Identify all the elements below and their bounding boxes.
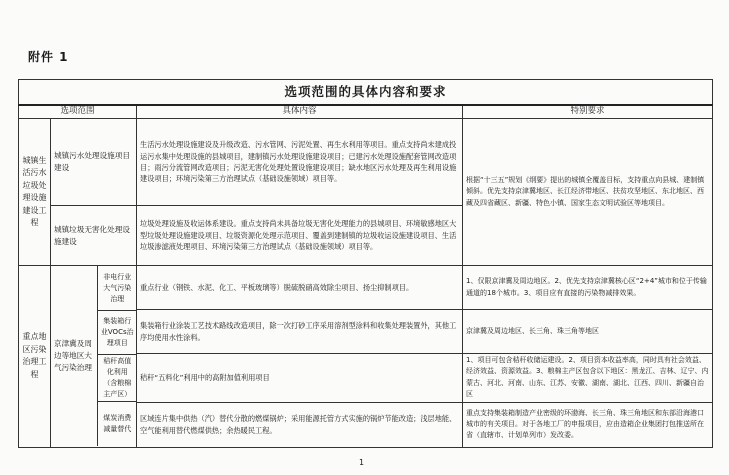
page-number: 1 [359, 458, 365, 467]
subcategory-garbage-treatment: 城镇垃圾无害化处理设施建设 [51, 206, 137, 266]
header-scope: 选项范围 [19, 105, 137, 119]
content-garbage-treatment: 垃圾处理设施及收运体系建设。重点支持尚未具备垃圾无害化处理能力的县城项目、环境敏感地区大型垃圾处理设施建设项目、垃圾资源化处理示范项目、覆盖到建制镇的垃圾收运设施建设项目、生活垃圾渗滤液处理项目、环境污染第三方治理试点（基础设施领域）项目等。 [137, 206, 463, 266]
requirement-container-vocs: 京津冀及周边地区、长三角、珠三角等地区 [463, 310, 713, 354]
item-non-power: 非电行业大气污染治理 [97, 266, 137, 310]
table-row [19, 119, 713, 206]
content-straw: 秸秆“五料化”利用中的高附加值利用项目 [137, 354, 463, 403]
header-content: 具体内容 [137, 105, 463, 119]
table-title: 选项范围的具体内容和要求 [19, 80, 713, 106]
requirement-group1: 根据“十三五”规划《纲要》提出的城镇全覆盖目标，支持重点向县城、建制镇倾斜。优先支持京津冀地区、长江经济带地区、扶贫攻坚地区、东北地区、西藏及四省藏区、新疆、特色小镇、国家生态文明试验区等地项目。 [463, 119, 713, 266]
requirement-coal: 重点支持集装箱制造产业密级的环渤海、长三角、珠三角地区和东部沿海港口城市的有关项目。对于各地工厂的申报项目，应由造箱企业集团打包推送所在省（直辖市、计划单列市）发改委。 [463, 402, 713, 447]
requirement-straw: 1、项目可包含秸秆收储运建设。2、项目资本收益率高，同时具有社会效益、经济效益、资源效益。3、粮棉主产区包含以下地区：黑龙江、吉林、辽宁、内蒙古、河北、河南、山东、江苏、安徽、湖南、湖北、江西、四川、新疆自治区 [463, 354, 713, 403]
subcategory-sewage-treatment: 城镇污水处理设施项目建设 [51, 119, 137, 206]
item-coal: 煤炭消费减量替代 [103, 414, 132, 434]
item-container-vocs: 集装箱行业VOCs治理项目 [97, 310, 137, 354]
subcategory-cell [51, 266, 137, 448]
content-container-vocs: 集装箱行业涂装工艺技术路线改造项目，除一次打砂工序采用溶剂型涂料和收集处理装置外，其他工序均使用水性涂料。 [137, 310, 463, 354]
category-urban-sewage: 城镇生活污水垃圾处理设施建设工程 [19, 119, 51, 266]
subcategory-air-pollution: 京津冀及周边等地区大气污染治理 [51, 266, 97, 446]
table-row [19, 266, 713, 310]
content-non-power: 重点行业（钢铁、水泥、化工、平板玻璃等）脱硫脱硝高效除尘项目、扬尘抑制项目。 [137, 266, 463, 310]
content-sewage-treatment: 生活污水处理设施建设及升级改造、污水管网、污泥处置、再生水利用等项目。重点支持尚未建成投运污水集中处理设施的县城项目，建制镇污水处理设施建设项目；已建污水处理设施配套管网改造项目；雨污分流管网改造项目；污泥无害化处理处置设施建设项目；缺水地区污水处理及再生利用设施建设项目；环境污染第三方治理试点（基础设施领域）项目等。 [137, 119, 463, 206]
attachment-label: 附件 1 [28, 50, 69, 64]
header-requirements: 特别要求 [463, 105, 713, 119]
item-straw: 秸秆高值化利用（含粮棉主产区） [97, 354, 137, 401]
category-key-regions: 重点地区污染治理工程 [19, 266, 51, 448]
subcategory-inner [51, 266, 137, 446]
content-coal: 区域连片集中供热（汽）替代分散的燃煤锅炉；采用能源托管方式实施的锅炉节能改造；浅层地能、空气能利用替代燃煤供热；余热暖民工程。 [137, 402, 463, 447]
requirement-non-power: 1、仅限京津冀及周边地区。2、优先支持京津冀核心区“2+4”城市和位于传输通道的18个城市。3、项目应有直接的污染物减排效果。 [463, 266, 713, 310]
requirements-table [18, 79, 713, 448]
